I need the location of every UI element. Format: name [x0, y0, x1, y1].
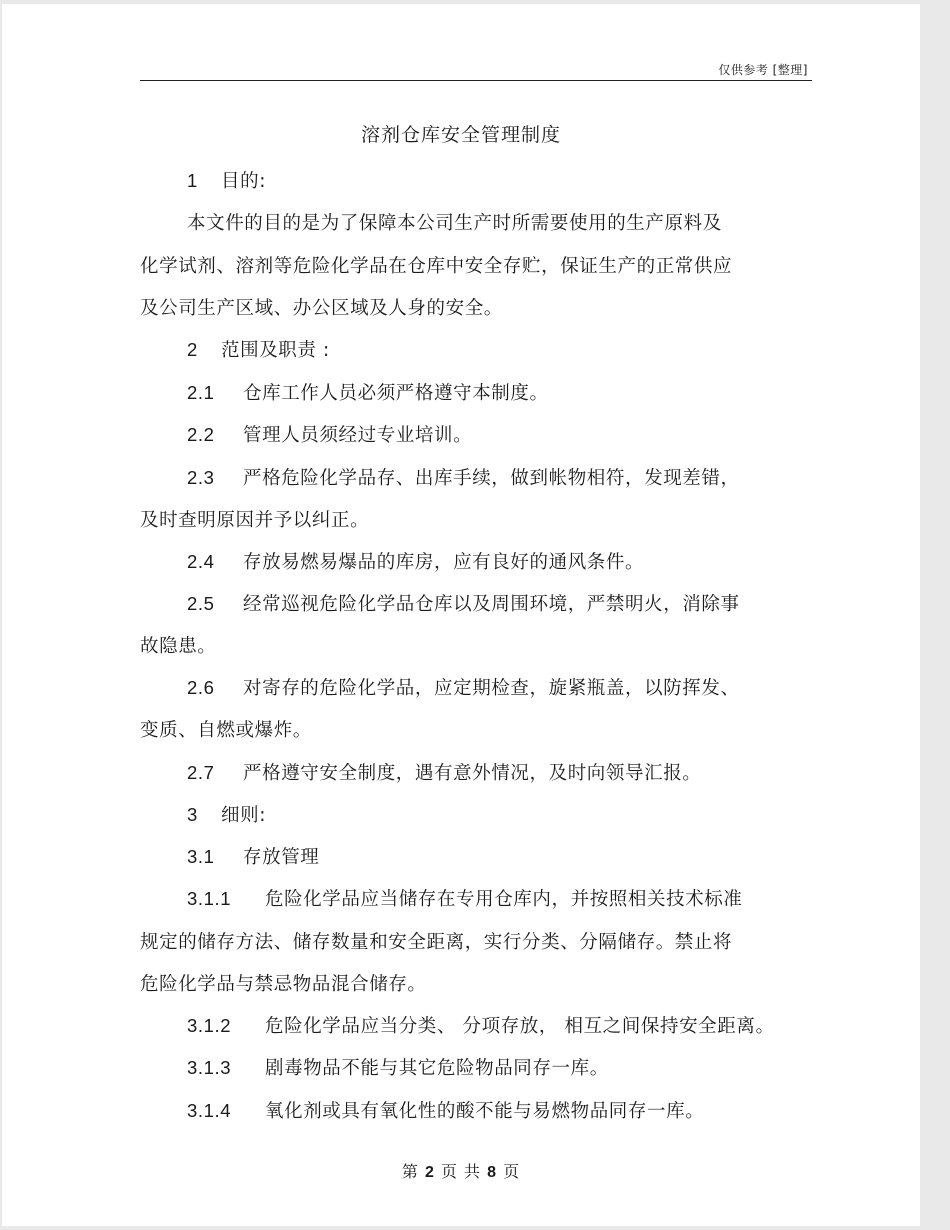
- section-heading: [187, 336, 330, 362]
- clause-continuation: 及时查明原因并予以纠正。: [140, 510, 370, 531]
- header-divider: [140, 80, 812, 81]
- clause-text: 存放易燃易爆品的库房，应有良好的通风条件。: [243, 552, 645, 573]
- document-title: 溶剂仓库安全管理制度: [360, 124, 561, 146]
- clause-line: [187, 421, 472, 447]
- subclause-number: 3.1.2: [187, 1015, 232, 1036]
- clause-line: [187, 674, 740, 700]
- section-text: 细则:: [221, 805, 267, 826]
- subclause-line: [187, 1012, 775, 1038]
- clause-text: 严格遵守安全制度，遇有意外情况，及时向领导汇报。: [243, 763, 702, 784]
- clause-number: 2.5: [187, 593, 215, 614]
- clause-number: 2.3: [187, 467, 215, 488]
- clause-line: [187, 759, 701, 785]
- clause-number: 3.1: [187, 846, 215, 867]
- subclause-line: [187, 885, 743, 911]
- total-pages-number: 8: [487, 1164, 498, 1181]
- clause-text: 管理人员须经过专业培训。: [243, 425, 473, 446]
- section-number: 1: [187, 170, 198, 191]
- clause-line: [187, 590, 740, 616]
- subclause-text: 危险化学品应当储存在专用仓库内，并按照相关技术标准: [265, 889, 743, 910]
- clause-line: [187, 464, 740, 490]
- footer-suffix: 页: [503, 1162, 521, 1181]
- subclause-text: 危险化学品应当分类、 分项存放， 相互之间保持安全距离。: [265, 1016, 775, 1037]
- subclause-number: 3.1.1: [187, 888, 232, 909]
- section-heading: [187, 801, 266, 827]
- section-text: 范围及职责 :: [221, 340, 330, 361]
- clause-number: 2.2: [187, 424, 215, 445]
- section-number: 3: [187, 804, 198, 825]
- clause-number: 2.1: [187, 382, 215, 403]
- paragraph-line: 本文件的目的是为了保障本公司生产时所需要使用的生产原料及: [187, 213, 722, 234]
- subclause-continuation: 危险化学品与禁忌物品混合储存。: [140, 974, 427, 995]
- subclause-text: 剧毒物品不能与其它危险物品同存一库。: [265, 1058, 609, 1079]
- clause-number: 2.6: [187, 677, 215, 698]
- clause-text: 严格危险化学品存、出库手续，做到帐物相符，发现差错，: [243, 468, 740, 489]
- subclause-continuation: 规定的储存方法、储存数量和安全距离，实行分类、分隔储存。禁止将: [140, 932, 733, 953]
- clause-text: 存放管理: [243, 847, 320, 868]
- subclause-line: [187, 1097, 704, 1123]
- document-page: [2, 4, 920, 1226]
- clause-number: 2.4: [187, 551, 215, 572]
- subclause-line: [187, 1054, 609, 1080]
- clause-text: 仓库工作人员必须严格遵守本制度。: [243, 383, 549, 404]
- section-number: 2: [187, 339, 198, 360]
- clause-line: [187, 379, 549, 405]
- clause-continuation: 故隐患。: [140, 636, 217, 657]
- section-text: 目的:: [221, 171, 267, 192]
- paragraph-line: 及公司生产区域、办公区域及人身的安全。: [140, 298, 503, 319]
- clause-line: [187, 548, 644, 574]
- subclause-number: 3.1.4: [187, 1100, 232, 1121]
- subclause-text: 氧化剂或具有氧化性的酸不能与易燃物品同存一库。: [265, 1101, 705, 1122]
- section-heading: [187, 167, 266, 193]
- page-footer: [2, 1159, 920, 1182]
- clause-number: 2.7: [187, 762, 215, 783]
- clause-continuation: 变质、自燃或爆炸。: [140, 720, 312, 741]
- clause-text: 对寄存的危险化学品，应定期检查，旋紧瓶盖，以防挥发、: [243, 678, 740, 699]
- footer-middle: 页 共: [440, 1162, 482, 1181]
- paragraph-line: 化学试剂、溶剂等危险化学品在仓库中安全存贮，保证生产的正常供应: [140, 256, 733, 277]
- header-note: 仅供参考 [整理]: [718, 63, 808, 77]
- clause-text: 经常巡视危险化学品仓库以及周围环境，严禁明火，消除事: [243, 594, 740, 615]
- clause-line: [187, 843, 319, 869]
- current-page-number: 2: [424, 1164, 435, 1181]
- footer-prefix: 第: [401, 1162, 419, 1181]
- subclause-number: 3.1.3: [187, 1057, 232, 1078]
